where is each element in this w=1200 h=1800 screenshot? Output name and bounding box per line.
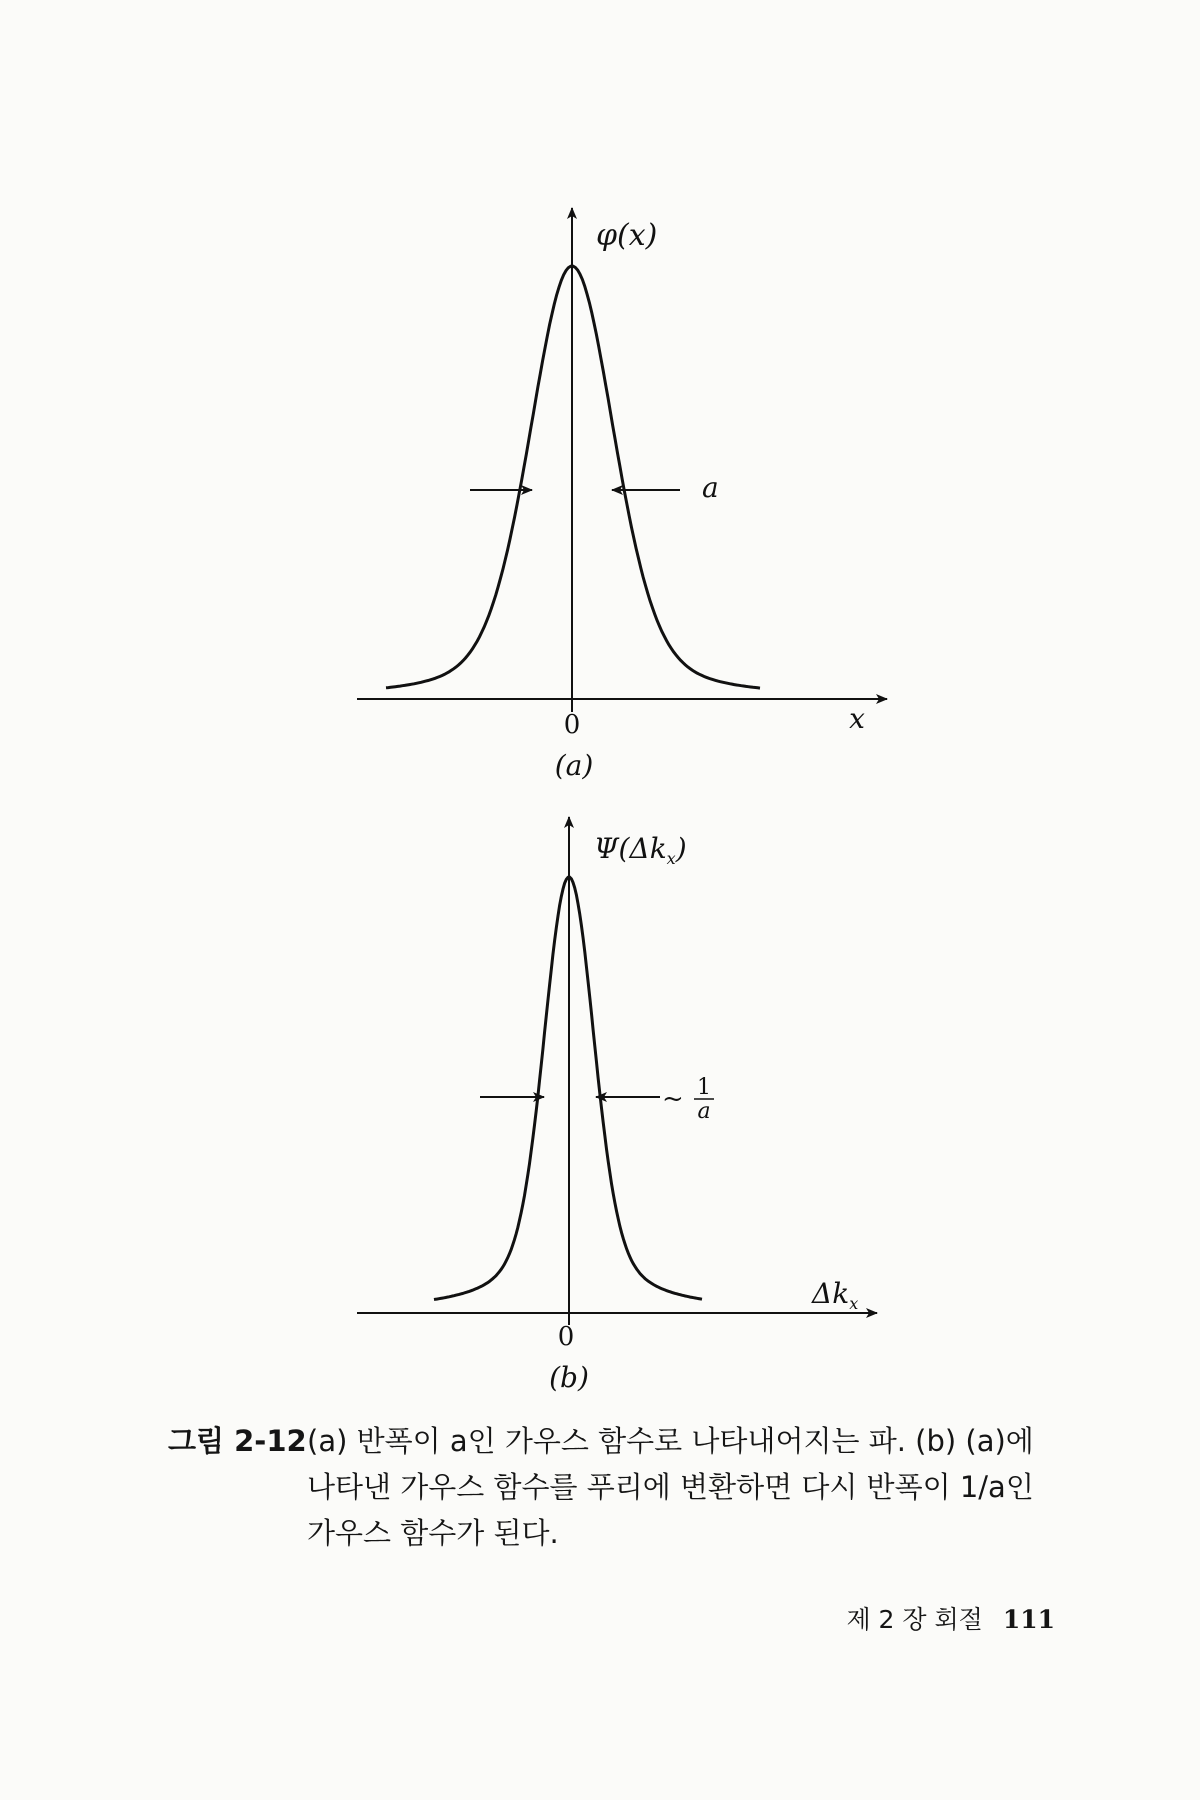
page-footer xyxy=(846,1600,1055,1636)
panel-a-origin-label: 0 xyxy=(563,710,581,740)
chapter-title: 제 2 장 회절 xyxy=(846,1605,983,1634)
panel-a xyxy=(357,208,887,782)
panel-b-origin-label: 0 xyxy=(557,1322,575,1352)
panel-b-width-label-prefix: ~ xyxy=(662,1084,684,1114)
figure-caption-text: (a) 반폭이 a인 가우스 함수로 나타내어지는 파. (b) (a)에 나타낸 가우스 함수를 푸리에 변환하면 다시 반폭이 1/a인 가우스 함수가 된다. xyxy=(307,1424,1034,1550)
panel-b-panel-label: (b) xyxy=(549,1361,589,1394)
panel-a-x-axis-label: x xyxy=(849,702,865,735)
panel-a-panel-label: (a) xyxy=(554,749,594,782)
figure-caption-label: 그림 2-12 xyxy=(168,1424,307,1458)
panel-a-y-axis-label: φ(x) xyxy=(596,218,658,253)
panel-b-y-axis-label: $\Psi(\Delta k_x)$ xyxy=(594,832,687,868)
panel-a-width-label: a xyxy=(702,471,719,504)
panel-b-width-label-numerator: 1 xyxy=(697,1075,711,1100)
page-number: 111 xyxy=(1002,1605,1055,1634)
panel-b xyxy=(357,817,877,1394)
panel-b-width-label-denominator: a xyxy=(697,1099,711,1124)
panel-b-x-axis-label: $\Delta k_x$ xyxy=(812,1277,859,1313)
